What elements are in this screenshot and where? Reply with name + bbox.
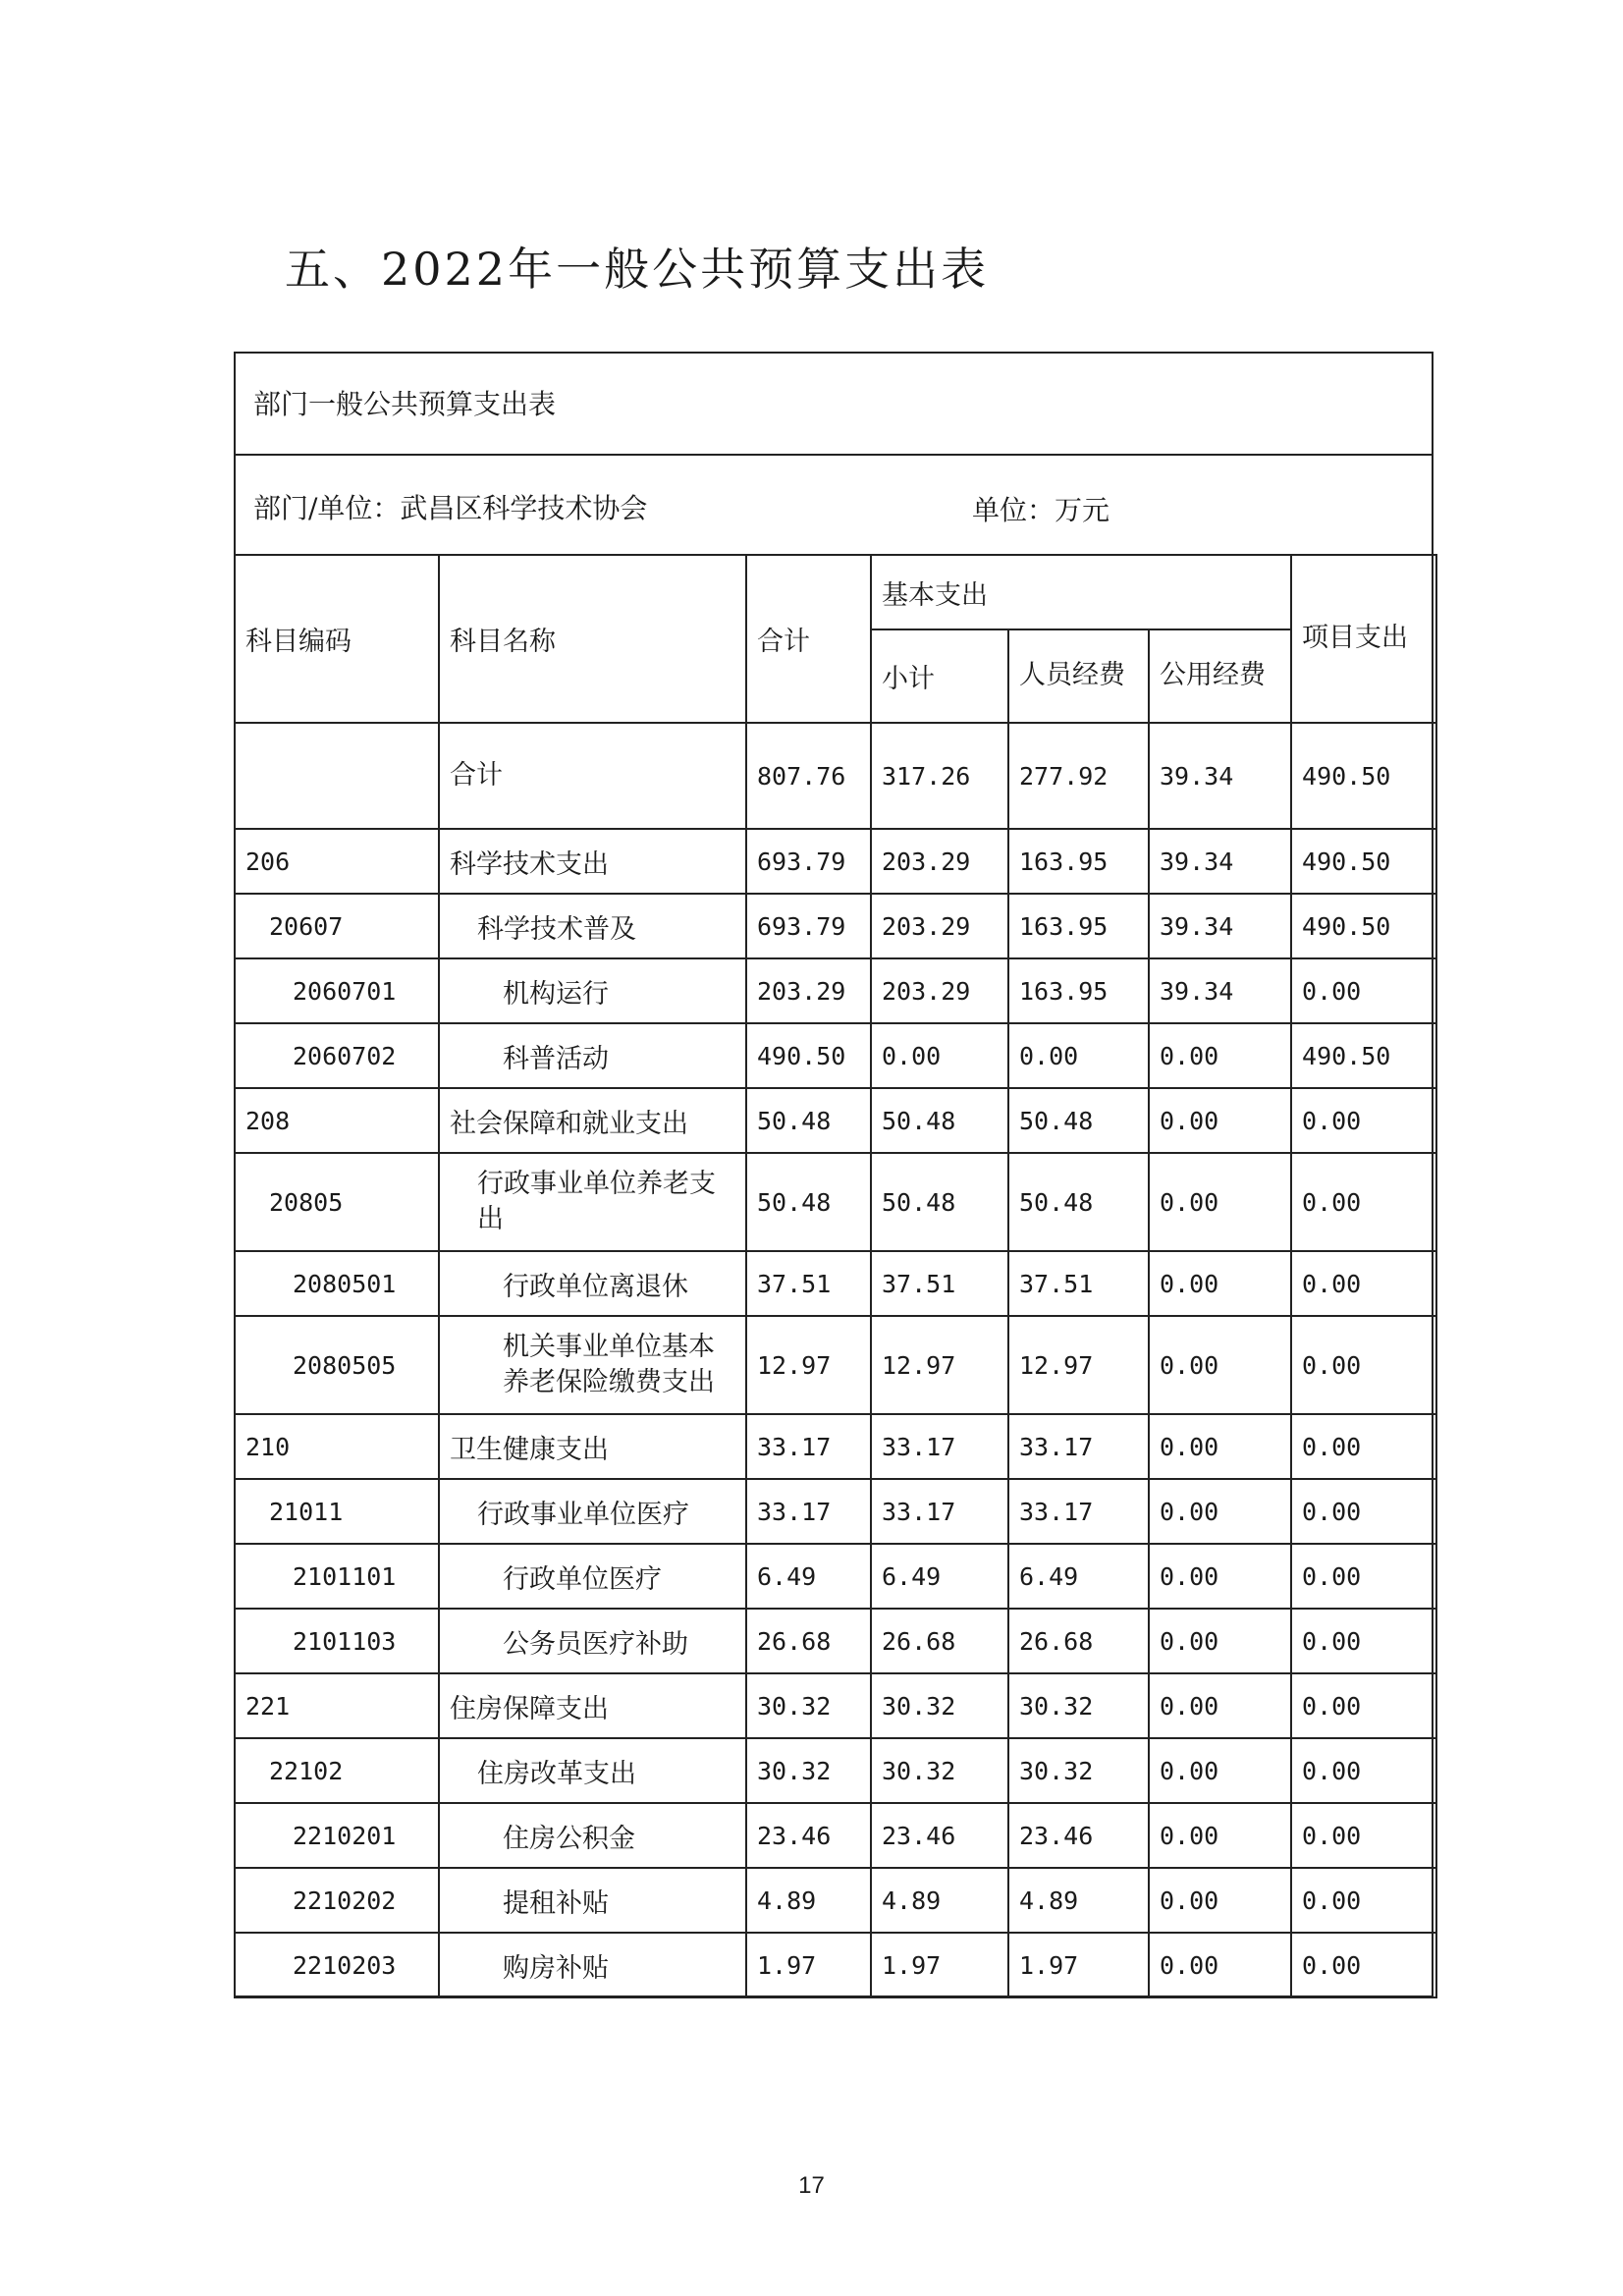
cell-code: 20805 — [235, 1153, 439, 1251]
table-row — [235, 1153, 1436, 1251]
cell-code: 206 — [235, 829, 439, 894]
table-row — [235, 958, 1436, 1023]
cell-subtotal: 1.97 — [871, 1933, 1008, 1997]
cell-name: 科学技术支出 — [439, 829, 746, 894]
cell-personnel: 163.95 — [1008, 958, 1149, 1023]
header-personnel: 人员经费 — [1008, 629, 1149, 723]
cell-code: 2080501 — [235, 1251, 439, 1316]
cell-subtotal: 33.17 — [871, 1414, 1008, 1479]
cell-name: 提租补贴 — [439, 1868, 746, 1933]
table-row — [235, 723, 1436, 829]
cell-code: 2060701 — [235, 958, 439, 1023]
cell-name: 住房改革支出 — [439, 1738, 746, 1803]
cell-project: 490.50 — [1291, 894, 1436, 958]
table-row — [235, 1023, 1436, 1088]
table-row — [235, 829, 1436, 894]
cell-subtotal: 30.32 — [871, 1673, 1008, 1738]
cell-personnel: 277.92 — [1008, 723, 1149, 829]
cell-code: 210 — [235, 1414, 439, 1479]
cell-total: 37.51 — [746, 1251, 871, 1316]
header-public: 公用经费 — [1149, 629, 1291, 723]
cell-public: 39.34 — [1149, 958, 1291, 1023]
cell-personnel: 6.49 — [1008, 1544, 1149, 1609]
cell-project: 0.00 — [1291, 1868, 1436, 1933]
cell-public: 0.00 — [1149, 1803, 1291, 1868]
cell-public: 0.00 — [1149, 1738, 1291, 1803]
cell-code: 2060702 — [235, 1023, 439, 1088]
cell-personnel: 0.00 — [1008, 1023, 1149, 1088]
cell-total: 33.17 — [746, 1414, 871, 1479]
cell-name: 行政单位离退休 — [439, 1251, 746, 1316]
table-row — [235, 1088, 1436, 1153]
cell-code: 2080505 — [235, 1316, 439, 1414]
cell-project: 0.00 — [1291, 1933, 1436, 1997]
cell-name: 社会保障和就业支出 — [439, 1088, 746, 1153]
budget-table-frame — [234, 352, 1434, 1997]
cell-public: 0.00 — [1149, 1544, 1291, 1609]
cell-project: 0.00 — [1291, 1479, 1436, 1544]
table-row — [235, 1609, 1436, 1673]
cell-name: 住房公积金 — [439, 1803, 746, 1868]
cell-public: 0.00 — [1149, 1479, 1291, 1544]
cell-public: 39.34 — [1149, 723, 1291, 829]
cell-total: 23.46 — [746, 1803, 871, 1868]
header-code: 科目编码 — [235, 555, 439, 723]
cell-project: 0.00 — [1291, 1251, 1436, 1316]
cell-project: 0.00 — [1291, 1609, 1436, 1673]
cell-subtotal: 23.46 — [871, 1803, 1008, 1868]
cell-code: 2210203 — [235, 1933, 439, 1997]
cell-code: 2101101 — [235, 1544, 439, 1609]
cell-personnel: 33.17 — [1008, 1479, 1149, 1544]
header-total: 合计 — [746, 555, 871, 723]
cell-project: 0.00 — [1291, 1414, 1436, 1479]
cell-code: 20607 — [235, 894, 439, 958]
cell-name: 科普活动 — [439, 1023, 746, 1088]
table-row — [235, 894, 1436, 958]
header-basic: 基本支出 — [871, 555, 1291, 629]
cell-total: 6.49 — [746, 1544, 871, 1609]
table-title: 部门一般公共预算支出表 — [253, 388, 557, 420]
cell-code: 221 — [235, 1673, 439, 1738]
cell-code: 21011 — [235, 1479, 439, 1544]
cell-personnel: 26.68 — [1008, 1609, 1149, 1673]
budget-table — [234, 554, 1437, 1998]
cell-total: 33.17 — [746, 1479, 871, 1544]
cell-public: 0.00 — [1149, 1609, 1291, 1673]
cell-name: 科学技术普及 — [439, 894, 746, 958]
cell-personnel: 33.17 — [1008, 1414, 1149, 1479]
cell-project: 490.50 — [1291, 723, 1436, 829]
cell-code: 22102 — [235, 1738, 439, 1803]
cell-code: 2210201 — [235, 1803, 439, 1868]
cell-personnel: 30.32 — [1008, 1673, 1149, 1738]
cell-project: 490.50 — [1291, 829, 1436, 894]
cell-total: 4.89 — [746, 1868, 871, 1933]
cell-project: 0.00 — [1291, 1673, 1436, 1738]
cell-name: 机关事业单位基本养老保险缴费支出 — [439, 1316, 746, 1414]
cell-public: 0.00 — [1149, 1153, 1291, 1251]
cell-personnel: 1.97 — [1008, 1933, 1149, 1997]
cell-total: 490.50 — [746, 1023, 871, 1088]
cell-project: 0.00 — [1291, 1803, 1436, 1868]
cell-code: 2210202 — [235, 1868, 439, 1933]
cell-total: 693.79 — [746, 894, 871, 958]
cell-project: 0.00 — [1291, 1153, 1436, 1251]
cell-total: 30.32 — [746, 1673, 871, 1738]
department-label: 部门/单位：武昌区科学技术协会 — [253, 492, 648, 524]
page-title: 五、2022年一般公共预算支出表 — [285, 243, 990, 296]
table-row — [235, 1316, 1436, 1414]
cell-subtotal: 33.17 — [871, 1479, 1008, 1544]
cell-subtotal: 203.29 — [871, 829, 1008, 894]
cell-subtotal: 0.00 — [871, 1023, 1008, 1088]
header-row-1 — [235, 555, 1436, 629]
cell-project: 0.00 — [1291, 1738, 1436, 1803]
cell-personnel: 50.48 — [1008, 1153, 1149, 1251]
cell-public: 0.00 — [1149, 1023, 1291, 1088]
cell-personnel: 163.95 — [1008, 829, 1149, 894]
cell-public: 39.34 — [1149, 894, 1291, 958]
cell-personnel: 12.97 — [1008, 1316, 1149, 1414]
table-row — [235, 1933, 1436, 1997]
cell-total: 50.48 — [746, 1153, 871, 1251]
cell-public: 0.00 — [1149, 1933, 1291, 1997]
cell-total: 30.32 — [746, 1738, 871, 1803]
cell-subtotal: 37.51 — [871, 1251, 1008, 1316]
cell-public: 39.34 — [1149, 829, 1291, 894]
cell-subtotal: 6.49 — [871, 1544, 1008, 1609]
unit-label: 单位：万元 — [972, 494, 1110, 526]
cell-public: 0.00 — [1149, 1673, 1291, 1738]
cell-project: 0.00 — [1291, 1316, 1436, 1414]
table-row — [235, 1414, 1436, 1479]
cell-name: 行政单位医疗 — [439, 1544, 746, 1609]
header-subtotal: 小计 — [871, 629, 1008, 723]
cell-name: 机构运行 — [439, 958, 746, 1023]
cell-code: 208 — [235, 1088, 439, 1153]
cell-personnel: 4.89 — [1008, 1868, 1149, 1933]
table-meta-row — [236, 456, 1432, 556]
table-row — [235, 1803, 1436, 1868]
table-row — [235, 1479, 1436, 1544]
cell-total: 203.29 — [746, 958, 871, 1023]
header-project: 项目支出 — [1291, 555, 1436, 723]
cell-total: 1.97 — [746, 1933, 871, 1997]
cell-subtotal: 50.48 — [871, 1153, 1008, 1251]
table-row — [235, 1868, 1436, 1933]
cell-public: 0.00 — [1149, 1414, 1291, 1479]
cell-project: 0.00 — [1291, 958, 1436, 1023]
table-row — [235, 1738, 1436, 1803]
cell-subtotal: 203.29 — [871, 894, 1008, 958]
cell-personnel: 50.48 — [1008, 1088, 1149, 1153]
cell-name: 公务员医疗补助 — [439, 1609, 746, 1673]
cell-personnel: 30.32 — [1008, 1738, 1149, 1803]
cell-subtotal: 30.32 — [871, 1738, 1008, 1803]
cell-name: 合计 — [439, 723, 746, 829]
cell-code: 2101103 — [235, 1609, 439, 1673]
cell-subtotal: 4.89 — [871, 1868, 1008, 1933]
cell-total: 693.79 — [746, 829, 871, 894]
cell-code — [235, 723, 439, 829]
cell-name: 卫生健康支出 — [439, 1414, 746, 1479]
cell-total: 26.68 — [746, 1609, 871, 1673]
cell-total: 50.48 — [746, 1088, 871, 1153]
cell-project: 0.00 — [1291, 1544, 1436, 1609]
cell-name: 住房保障支出 — [439, 1673, 746, 1738]
cell-subtotal: 50.48 — [871, 1088, 1008, 1153]
cell-personnel: 37.51 — [1008, 1251, 1149, 1316]
cell-public: 0.00 — [1149, 1868, 1291, 1933]
table-row — [235, 1251, 1436, 1316]
cell-name: 行政事业单位养老支出 — [439, 1153, 746, 1251]
table-title-row — [236, 354, 1432, 456]
cell-public: 0.00 — [1149, 1088, 1291, 1153]
cell-personnel: 23.46 — [1008, 1803, 1149, 1868]
cell-project: 0.00 — [1291, 1088, 1436, 1153]
page-number: 17 — [798, 2172, 825, 2199]
cell-personnel: 163.95 — [1008, 894, 1149, 958]
cell-total: 12.97 — [746, 1316, 871, 1414]
cell-public: 0.00 — [1149, 1316, 1291, 1414]
cell-subtotal: 12.97 — [871, 1316, 1008, 1414]
table-row — [235, 1544, 1436, 1609]
cell-project: 490.50 — [1291, 1023, 1436, 1088]
header-name: 科目名称 — [439, 555, 746, 723]
cell-name: 行政事业单位医疗 — [439, 1479, 746, 1544]
table-row — [235, 1673, 1436, 1738]
cell-public: 0.00 — [1149, 1251, 1291, 1316]
cell-subtotal: 317.26 — [871, 723, 1008, 829]
cell-total: 807.76 — [746, 723, 871, 829]
cell-subtotal: 203.29 — [871, 958, 1008, 1023]
cell-subtotal: 26.68 — [871, 1609, 1008, 1673]
cell-name: 购房补贴 — [439, 1933, 746, 1997]
